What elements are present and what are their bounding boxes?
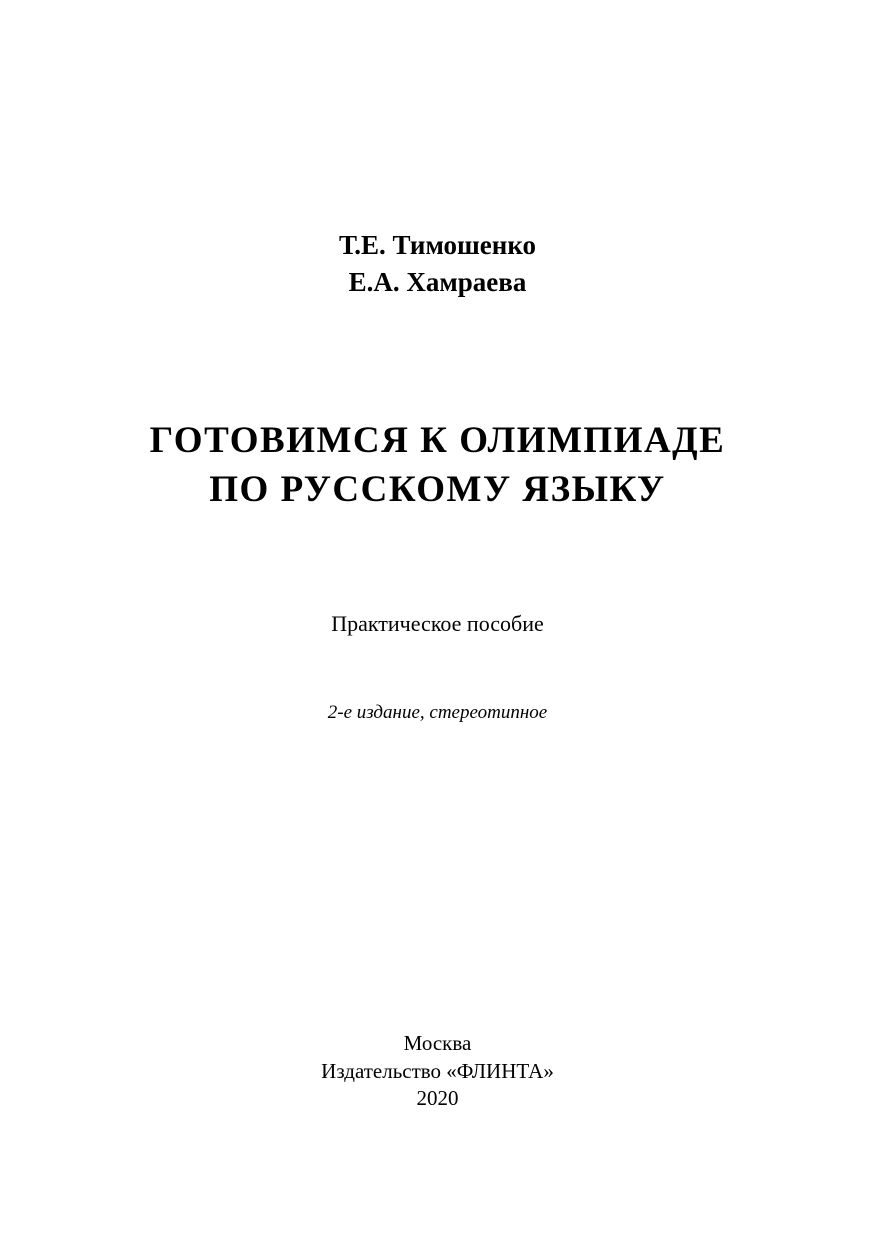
book-subtitle: Практическое пособие (331, 611, 544, 636)
imprint-city: Москва (403, 1031, 472, 1055)
book-title-line: ПО РУССКОМУ ЯЗЫКУ (209, 469, 666, 510)
imprint-year: 2020 (416, 1086, 459, 1110)
edition-note: 2-е издание, стереотипное (327, 702, 548, 723)
author-name: Т.Е. Тимошенко (338, 230, 537, 260)
imprint-publisher: Издательство «ФЛИНТА» (321, 1059, 554, 1083)
book-title-line: ГОТОВИМСЯ К ОЛИМПИАДЕ (149, 420, 726, 461)
author-name: Е.А. Хамраева (348, 267, 527, 297)
